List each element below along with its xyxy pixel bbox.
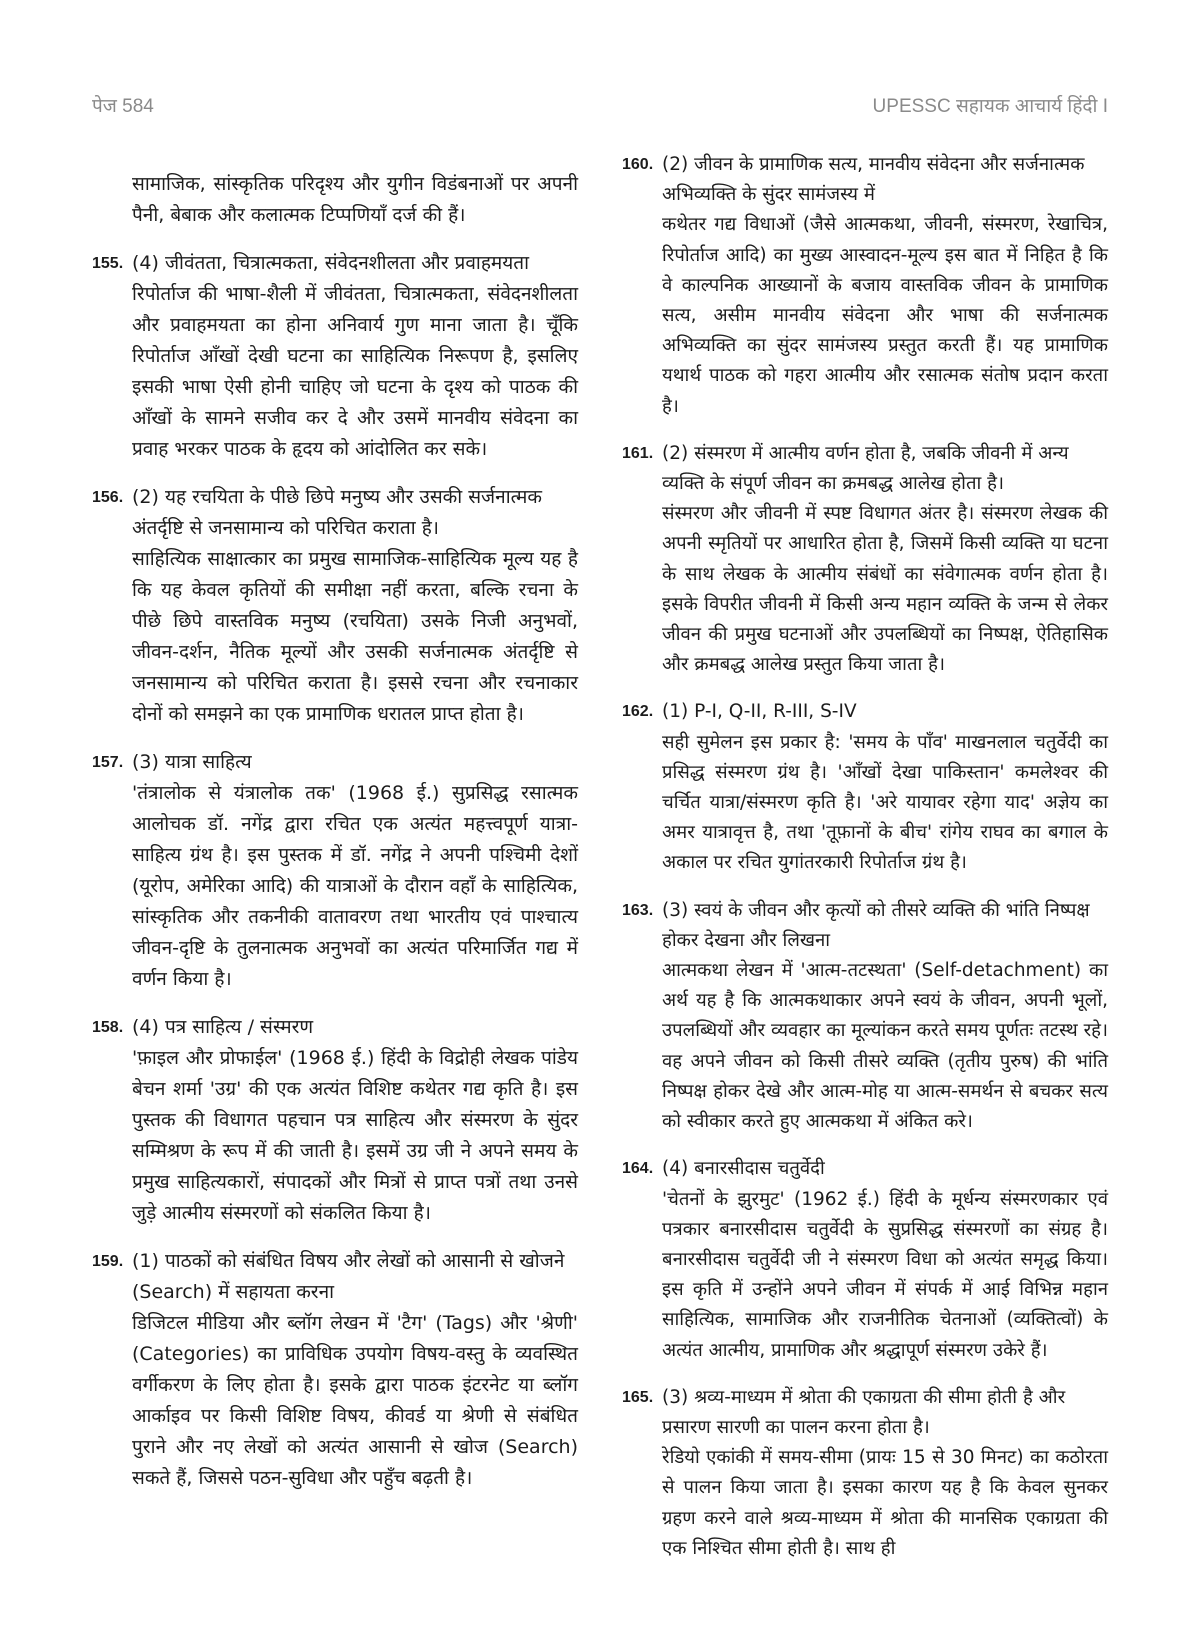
answer-item-162 [622, 697, 1108, 878]
answer-option: (1) पाठकों को संबंधित विषय और लेखों को आसानी से खोजने (Search) में सहायता करना [132, 1250, 565, 1303]
page-header [92, 92, 1108, 118]
explanation-text: 'तंत्रालोक से यंत्रालोक तक' (1968 ई.) सुप्रसिद्ध रसात्मक आलोचक डॉ. नगेंद्र द्वारा रचित एक अत्यंत महत्त्वपूर्ण यात्रा-साहित्य ग्रंथ है। इस पुस्तक में डॉ. नगेंद्र ने अपनी पश्चिमी देशों (यूरोप, अमेरिका आदि) की यात्राओं के दौरान वहाँ के साहित्यिक, सांस्कृतिक और तकनीकी वातावरण तथा भारतीय एवं पाश्चात्य जीवन-दृष्टि के तुलनात्मक अनुभवों का अत्यंत परिमार्जित गद्य में वर्णन किया है। [132, 782, 578, 990]
answer-option: (4) बनारसीदास चतुर्वेदी [662, 1158, 825, 1180]
answer-option: (2) यह रचयिता के पीछे छिपे मनुष्य और उसकी सर्जनात्मक अंतर्दृष्टि से जनसामान्य को परिचित कराता है। [132, 486, 542, 539]
answer-item-163 [622, 896, 1108, 1138]
continuation-text: सामाजिक, सांस्कृतिक परिदृश्य और युगीन विडंबनाओं पर अपनी पैनी, बेबाक और कलात्मक टिप्पणियाँ दर्ज की हैं। [132, 173, 578, 226]
explanation-text: साहित्यिक साक्षात्कार का प्रमुख सामाजिक-साहित्यिक मूल्य यह है कि यह केवल कृतियों की समीक्षा नहीं करता, बल्कि रचना के पीछे छिपे वास्तविक मनुष्य (रचयिता) उसके निजी अनुभवों, जीवन-दर्शन, नैतिक मूल्यों और उसकी सर्जनात्मक अंतर्दृष्टि से जनसामान्य को परिचित कराता है। इससे रचना और रचनाकार दोनों को समझने का एक प्रामाणिक धरातल प्राप्त होता है। [132, 548, 578, 725]
answer-item-158 [92, 1012, 578, 1229]
question-number: 165. [622, 1388, 654, 1406]
question-number: 158. [92, 1019, 124, 1036]
right-column [622, 150, 1108, 1581]
explanation-text: डिजिटल मीडिया और ब्लॉग लेखन में 'टैग' (Tags) और 'श्रेणी' (Categories) का प्राविधिक उपयोग विषय-वस्तु के व्यवस्थित वर्गीकरण के लिए होता है। इसके द्वारा पाठक इंटरनेट या ब्लॉग आर्काइव पर किसी विशिष्ट विषय, कीवर्ड या श्रेणी से संबंधित पुराने और नए लेखों को अत्यंत आसानी से खोज (Search) सकते हैं, जिससे पठन-सुविधा और पहुँच बढ़ती है। [132, 1312, 578, 1489]
book-title: UPESSC सहायक आचार्य हिंदी I [872, 96, 1108, 117]
answer-item-155 [92, 248, 578, 465]
question-number: 164. [622, 1160, 654, 1178]
question-number: 155. [92, 255, 124, 272]
question-number: 160. [622, 156, 654, 173]
answer-option: (4) पत्र साहित्य / संस्मरण [132, 1016, 314, 1038]
answer-item-165 [622, 1383, 1108, 1564]
answer-option: (1) P-I, Q-II, R-III, S-IV [662, 701, 857, 723]
answer-option: (2) संस्मरण में आत्मीय वर्णन होता है, जबकि जीवनी में अन्य व्यक्ति के संपूर्ण जीवन का क्रमबद्ध आलेख होता है। [662, 442, 1069, 495]
answer-item-161 [622, 439, 1108, 681]
explanation-text: रेडियो एकांकी में समय-सीमा (प्रायः 15 से 30 मिनट) का कठोरता से पालन किया जाता है। इसका कारण यह है कि केवल सुनकर ग्रहण करने वाले श्रव्य-माध्यम में श्रोता की मानसिक एकाग्रता की एक निश्चित सीमा होती है। साथ ही [662, 1447, 1108, 1559]
answer-item-156 [92, 482, 578, 730]
explanation-text: रिपोर्ताज की भाषा-शैली में जीवंतता, चित्रात्मकता, संवेदनशीलता और प्रवाहमयता का होना अनिवार्य गुण माना जाता है। चूँकि रिपोर्ताज आँखों देखी घटना का साहित्यिक निरूपण है, इसलिए इसकी भाषा ऐसी होनी चाहिए जो घटना के दृश्य को पाठक की आँखों के सामने सजीव कर दे और उसमें मानवीय संवेदना का प्रवाह भरकर पाठक के हृदय को आंदोलित कर सके। [132, 283, 578, 460]
answer-option: (4) जीवंतता, चित्रात्मकता, संवेदनशीलता और प्रवाहमयता [132, 252, 530, 274]
explanation-text: संस्मरण और जीवनी में स्पष्ट विधागत अंतर है। संस्मरण लेखक की अपनी स्मृतियों पर आधारित होता है, जिसमें किसी व्यक्ति या घटना के साथ लेखक के आत्मीय संबंधों का संवेगात्मक वर्णन होता है। इसके विपरीत जीवनी में किसी अन्य महान व्यक्ति के जन्म से लेकर जीवन की प्रमुख घटनाओं और उपलब्धियों का निष्पक्ष, ऐतिहासिक और क्रमबद्ध आलेख प्रस्तुत किया जाता है। [662, 503, 1108, 676]
answer-option: (3) स्वयं के जीवन और कृत्यों को तीसरे व्यक्ति की भांति निष्पक्ष होकर देखना और लिखना [662, 899, 1090, 951]
answer-item-157 [92, 747, 578, 995]
question-number: 161. [622, 444, 654, 462]
answer-item-164 [622, 1154, 1108, 1365]
explanation-text: आत्मकथा लेखन में 'आत्म-तटस्थता' (Self-detachment) का अर्थ यह है कि आत्मकथाकार अपने स्वयं के जीवन, अपनी भूलों, उपलब्धियों और व्यवहार का मूल्यांकन करते समय पूर्णतः तटस्थ रहे। वह अपने जीवन को किसी तीसरे व्यक्ति (तृतीय पुरुष) की भांति निष्पक्ष होकर देखे और आत्म-मोह या आत्म-समर्थन से बचकर सत्य को स्वीकार करते हुए आत्मकथा में अंकित करे। [662, 960, 1108, 1133]
explanation-text: कथेतर गद्य विधाओं (जैसे आत्मकथा, जीवनी, संस्मरण, रेखाचित्र, रिपोर्ताज आदि) का मुख्य आस्वादन-मूल्य इस बात में निहित है कि वे काल्पनिक आख्यानों के बजाय वास्तविक जीवन के प्रामाणिक सत्य, असीम मानवीय संवेदना और भाषा की सर्जनात्मक अभिव्यक्ति का सुंदर सामंजस्य प्रस्तुत करती हैं। यह प्रामाणिक यथार्थ पाठक को गहरा आत्मीय और रसात्मक संतोष प्रदान करता है। [662, 214, 1108, 417]
explanation-text: 'फ़ाइल और प्रोफाईल' (1968 ई.) हिंदी के विद्रोही लेखक पांडेय बेचन शर्मा 'उग्र' की एक अत्यंत विशिष्ट कथेतर गद्य कृति है। इस पुस्तक की विधागत पहचान पत्र साहित्य और संस्मरण के सुंदर सम्मिश्रण के रूप में की जाती है। इसमें उग्र जी ने अपने समय के प्रमुख साहित्यकारों, संपादकों और मित्रों से प्राप्त पत्रों तथा उनसे जुड़े आत्मीय संस्मरणों को संकलित किया है। [132, 1047, 578, 1224]
question-number: 162. [622, 703, 654, 721]
explanation-text: 'चेतनों के झुरमुट' (1962 ई.) हिंदी के मूर्धन्य संस्मरणकार एवं पत्रकार बनारसीदास चतुर्वेदी के सुप्रसिद्ध संस्मरणों का संग्रह है। बनारसीदास चतुर्वेदी जी ने संस्मरण विधा को अत्यंत समृद्ध किया। इस कृति में उन्होंने अपने जीवन में संपर्क में आई विभिन्न महान साहित्यिक, सामाजिक और राजनीतिक चेतनाओं (व्यक्तित्वों) के अत्यंत आत्मीय, प्रामाणिक और श्रद्धापूर्ण संस्मरण उकेरे हैं। [662, 1188, 1108, 1361]
question-number: 163. [622, 901, 654, 919]
answer-option: (3) श्रव्य-माध्यम में श्रोता की एकाग्रता की सीमा होती है और प्रसारण सारणी का पालन करना होता है। [662, 1386, 1066, 1438]
question-number: 156. [92, 489, 124, 506]
page-number: पेज 584 [92, 96, 154, 117]
left-column [92, 150, 578, 1511]
question-number: 159. [92, 1253, 124, 1270]
answer-option: (2) जीवन के प्रामाणिक सत्य, मानवीय संवेदना और सर्जनात्मक अभिव्यक्ति के सुंदर सामंजस्य में [662, 154, 1085, 206]
explanation-text: सही सुमेलन इस प्रकार है: 'समय के पाँव' माखनलाल चतुर्वेदी का प्रसिद्ध संस्मरण ग्रंथ है। 'आँखों देखा पाकिस्तान' कमलेश्वर की चर्चित यात्रा/संस्मरण कृति है। 'अरे यायावर रहेगा याद' अज्ञेय का अमर यात्रावृत्त है, तथा 'तूफ़ानों के बीच' रांगेय राघव का बगाल के अकाल पर रचित युगांतरकारी रिपोर्ताज ग्रंथ है। [662, 731, 1108, 874]
answer-item-159 [92, 1246, 578, 1494]
question-number: 157. [92, 754, 124, 771]
answer-item-160 [622, 150, 1108, 422]
answer-option: (3) यात्रा साहित्य [132, 751, 252, 773]
